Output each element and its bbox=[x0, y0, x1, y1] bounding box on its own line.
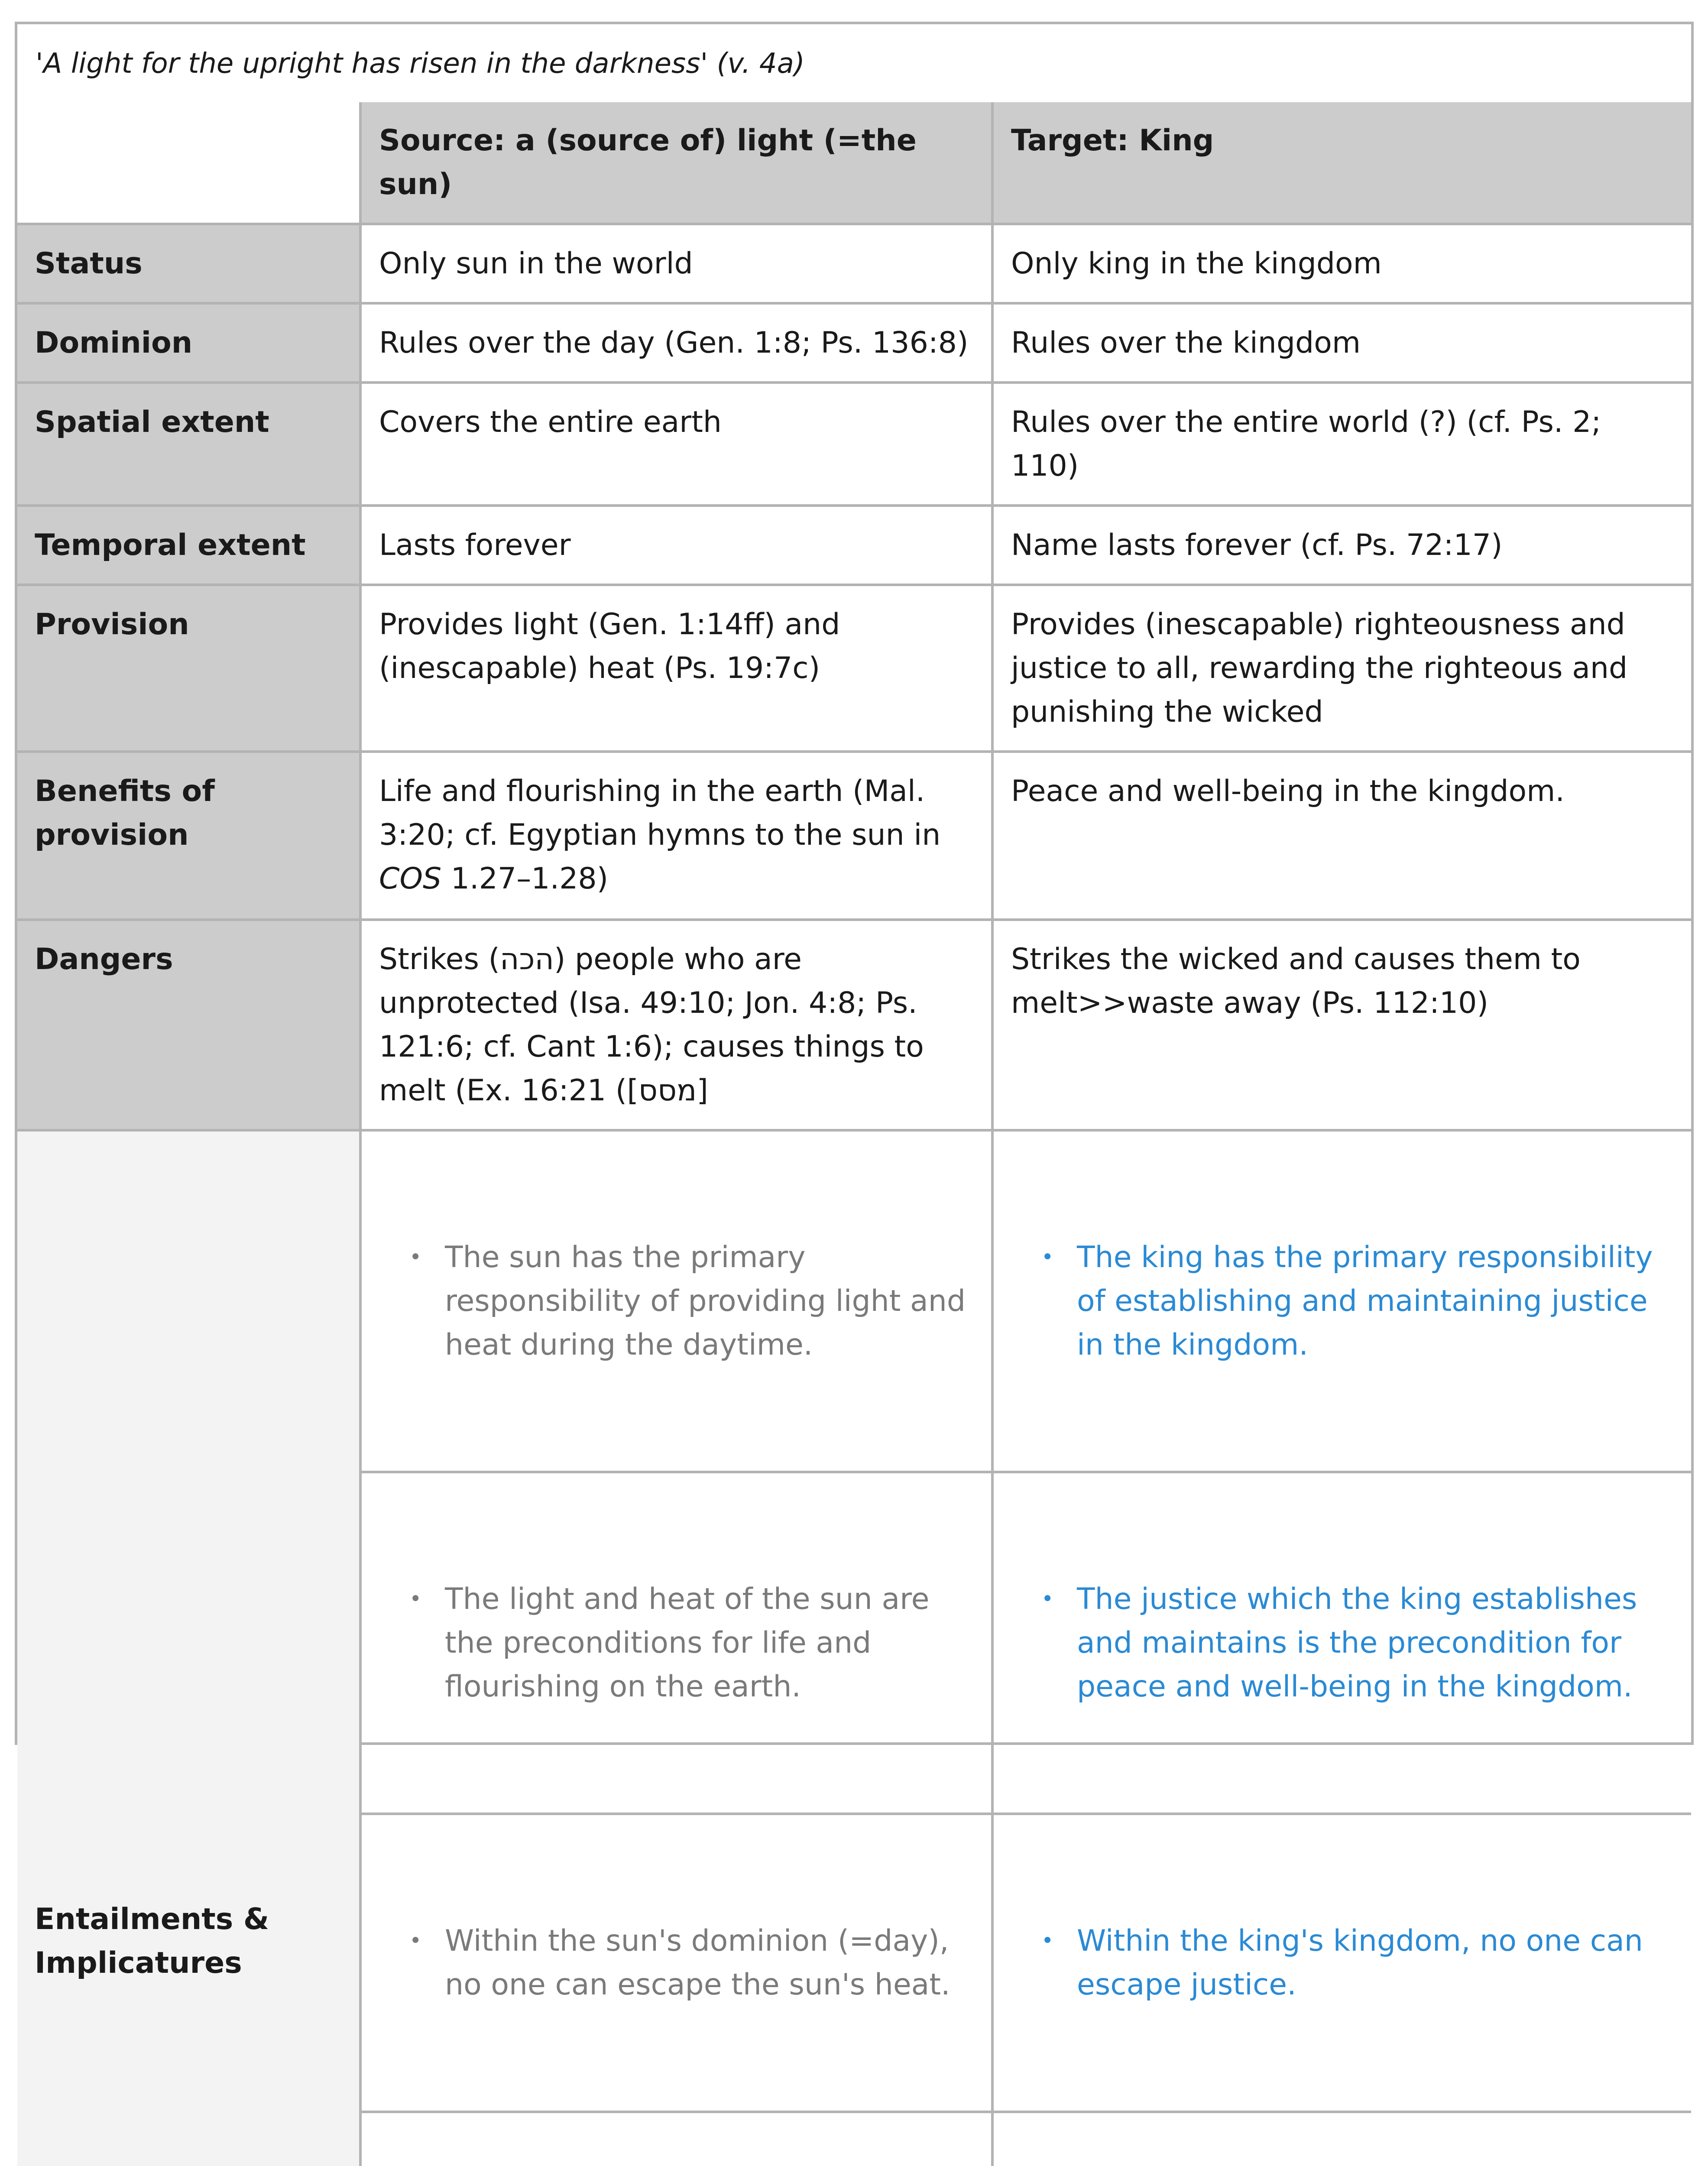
source-cell: Rules over the day (Gen. 1:8; Ps. 136:8) bbox=[360, 303, 992, 383]
table-caption: 'A light for the upright has risen in the darkness' (v. 4a) bbox=[17, 24, 1691, 105]
list-item bbox=[379, 1577, 975, 1709]
entailment-source-cell bbox=[360, 1814, 992, 2112]
source-cell: Only sun in the world bbox=[360, 224, 992, 303]
row-label: Dangers bbox=[17, 920, 360, 1130]
entailment-target-cell bbox=[992, 1814, 1691, 2112]
source-cell: Provides light (Gen. 1:14ff) and (inescapable) heat (Ps. 19:7c) bbox=[360, 585, 992, 752]
row-label: Dominion bbox=[17, 303, 360, 383]
row-dangers bbox=[17, 920, 1691, 1130]
row-label: Temporal extent bbox=[17, 506, 360, 585]
entailment-source-cell bbox=[360, 2112, 992, 2166]
bullet-icon: • bbox=[409, 1929, 422, 1953]
row-temporal-extent bbox=[17, 506, 1691, 585]
target-cell: Rules over the kingdom bbox=[992, 303, 1691, 383]
list-item bbox=[1011, 1235, 1675, 1367]
header-row bbox=[17, 102, 1691, 224]
row-label: Provision bbox=[17, 585, 360, 752]
bullet-icon: • bbox=[1041, 1245, 1054, 1269]
metaphor-mapping-table bbox=[17, 102, 1691, 2166]
bullet-icon: • bbox=[409, 1587, 422, 1611]
entailment-target-cell bbox=[992, 1130, 1691, 1472]
target-cell: Rules over the entire world (?) (cf. Ps. 2; 110) bbox=[992, 383, 1691, 506]
list-item bbox=[379, 1235, 975, 1367]
row-provision bbox=[17, 585, 1691, 752]
source-cell: Strikes (הכה) people who are unprotected (Isa. 49:10; Jon. 4:8; Ps. 121:6; cf. Cant 1:6); causes things to melt (Ex. 16:21 ([מסס] bbox=[360, 920, 992, 1130]
list-item bbox=[379, 1919, 975, 2007]
target-cell: Only king in the kingdom bbox=[992, 224, 1691, 303]
row-label: Spatial extent bbox=[17, 383, 360, 506]
bullet-icon: • bbox=[1041, 1929, 1054, 1953]
bullet-text: Within the king's kingdom, no one can escape justice. bbox=[1077, 1924, 1653, 2002]
entailment-source-cell bbox=[360, 1472, 992, 1814]
target-cell: Provides (inescapable) righteousness and justice to all, rewarding the righteous and punishing the wicked bbox=[992, 585, 1691, 752]
entailment-row bbox=[17, 1130, 1691, 1472]
entailment-target-cell bbox=[992, 2112, 1691, 2166]
header-blank-cell bbox=[17, 102, 360, 224]
row-benefits bbox=[17, 752, 1691, 920]
bullet-text: The light and heat of the sun are the preconditions for life and flourishing on the earth. bbox=[445, 1582, 939, 1704]
bullet-text: Within the sun's dominion (=day), no one can escape the sun's heat. bbox=[445, 1924, 959, 2002]
target-cell: Peace and well-being in the kingdom. bbox=[992, 752, 1691, 920]
source-cell bbox=[360, 752, 992, 920]
header-target: Target: King bbox=[992, 102, 1691, 224]
list-item bbox=[1011, 1577, 1675, 1709]
bullet-icon: • bbox=[1041, 1587, 1054, 1611]
source-italic-text: COS bbox=[379, 862, 442, 896]
source-cell: Lasts forever bbox=[360, 506, 992, 585]
bullet-text: The sun has the primary responsibility of providing light and heat during the daytime. bbox=[445, 1240, 975, 1362]
bullet-icon: • bbox=[409, 1245, 422, 1269]
entailment-source-cell bbox=[360, 1130, 992, 1472]
row-label: Status bbox=[17, 224, 360, 303]
source-text: Life and flourishing in the earth (Mal. 3:20; cf. Egyptian hymns to the sun in bbox=[379, 774, 950, 852]
row-label: Benefits of provision bbox=[17, 752, 360, 920]
row-dominion bbox=[17, 303, 1691, 383]
bullet-text: The justice which the king establishes and maintains is the precondition for peace and well-being in the kingdom. bbox=[1077, 1582, 1646, 1704]
metaphor-table-frame bbox=[15, 22, 1694, 2002]
header-source: Source: a (source of) light (=the sun) bbox=[360, 102, 992, 224]
bullet-text: The king has the primary responsibility of establishing and maintaining justice in the kingdom. bbox=[1077, 1240, 1663, 1362]
entailment-target-cell bbox=[992, 1472, 1691, 1814]
source-cell: Covers the entire earth bbox=[360, 383, 992, 506]
target-cell: Strikes the wicked and causes them to melt>>waste away (Ps. 112:10) bbox=[992, 920, 1691, 1130]
source-text-end: 1.27–1.28) bbox=[441, 862, 609, 896]
row-status bbox=[17, 224, 1691, 303]
target-cell: Name lasts forever (cf. Ps. 72:17) bbox=[992, 506, 1691, 585]
list-item bbox=[1011, 1919, 1675, 2007]
entailments-label: Entailments & Implicatures bbox=[17, 1130, 360, 2166]
row-spatial-extent bbox=[17, 383, 1691, 506]
